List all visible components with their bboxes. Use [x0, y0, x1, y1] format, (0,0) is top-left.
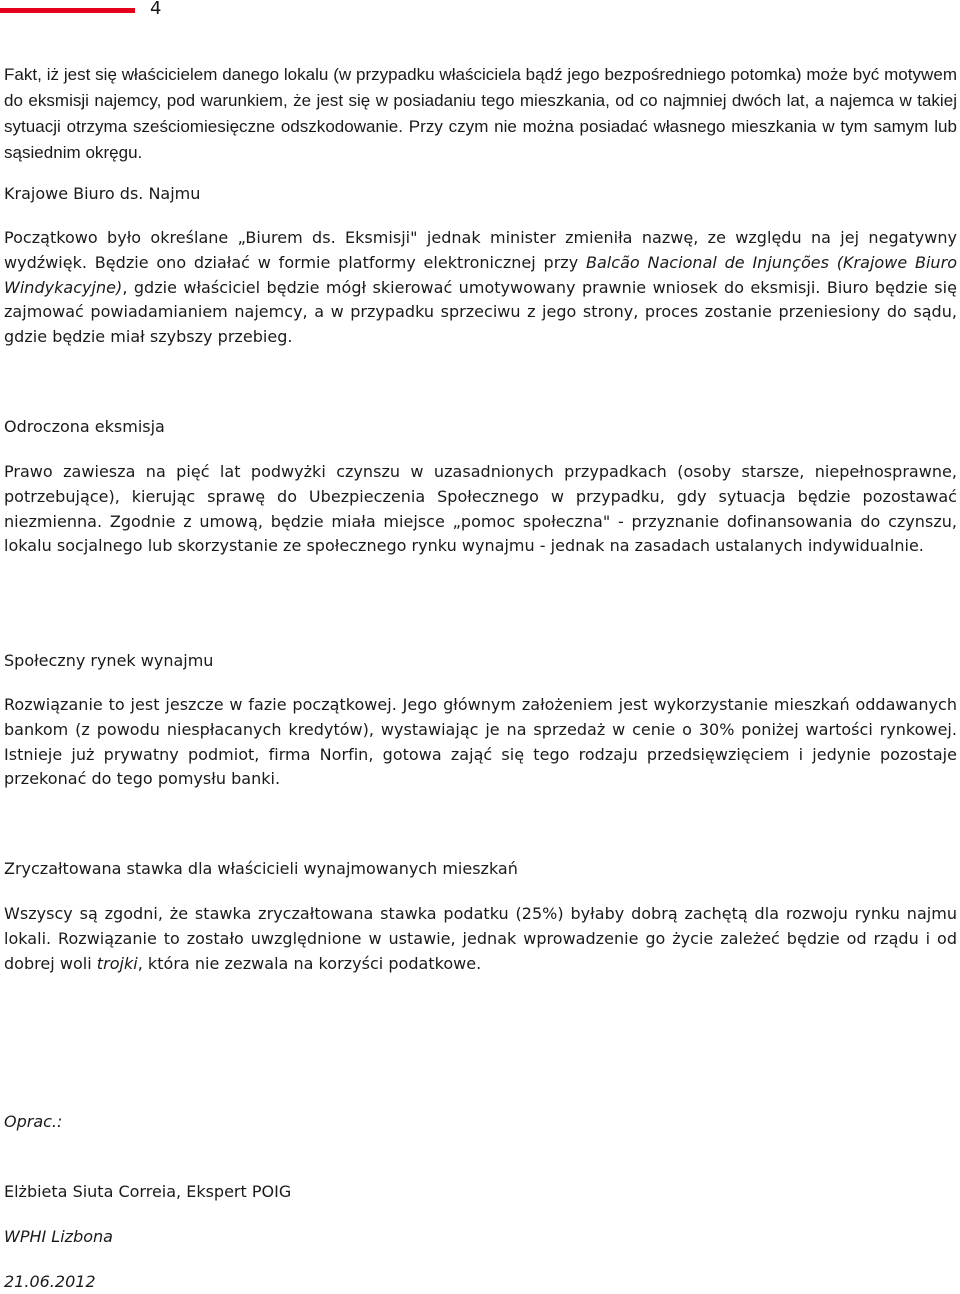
office-line: WPHI Lizbona: [4, 1227, 113, 1246]
section-heading-biuro: Krajowe Biuro ds. Najmu: [4, 184, 201, 203]
document-date: 21.06.2012: [4, 1272, 96, 1291]
author-line: Elżbieta Siuta Correia, Ekspert POIG: [4, 1182, 292, 1201]
section-body-rynek: Rozwiązanie to jest jeszcze w fazie początkowej. Jego głównym założeniem jest wykorzystanie mieszkań oddawanych bankom (z powodu niespłacanych kredytów), wystawiając je na sprzedaż w cenie o 30% poniżej wartości rynkowej. Istnieje już prywatny podmiot, firma Norfin, gotowa zająć się tego rodzaju przedsięwzięciem i jedynie pozostaje przekonać do tego pomysłu banki.: [4, 695, 957, 789]
stawka-text-italic: trojki: [96, 953, 138, 973]
biuro-text-start: Początkowo było określane „Biurem ds. Eksmisji" jednak minister zmieniła nazwę, ze względu na jej negatywny wydźwięk. Będzie ono działać w formie platformy elektronicznej przy: [4, 228, 957, 272]
section-body-biuro: [4, 226, 957, 350]
page-number: 4: [150, 0, 162, 19]
prepared-by-label: Oprac.:: [4, 1112, 63, 1131]
section-heading-odroczona: Odroczona eksmisja: [4, 417, 165, 436]
section-body-odroczona: Prawo zawiesza na pięć lat podwyżki czynszu w uzasadnionych przypadkach (osoby starsze, niepełnosprawne, potrzebujące), kierując sprawę do Ubezpieczenia Społecznego w przypadku, gdy sytuacja będzie pozostawać niezmienna. Zgodnie z umową, będzie miała miejsce „pomoc społeczna" - przyznanie dofinansowania do czynszu, lokalu socjalnego lub skorzystanie ze społecznego rynku wynajmu - jednak na zasadach ustalanych indywidualnie.: [4, 462, 957, 556]
biuro-text-end: , gdzie właściciel będzie mógł skierować umotywowany prawnie wniosek do eksmisji. Biuro będzie się zajmować powiadamianiem najemcy, a w przypadku sprzeciwu z jego strony, proces zostanie przeniesiony do sądu, gdzie będzie miał szybszy przebieg.: [4, 277, 957, 346]
intro-paragraph: Fakt, iż jest się właścicielem danego lokalu (w przypadku właściciela bądź jego bezpośredniego potomka) może być motywem do eksmisji najemcy, pod warunkiem, że jest się w posiadaniu tego mieszkania, od co najmniej dwóch lat, a najemca w takiej sytuacji otrzyma sześciomiesięczne odszkodowanie. Przy czym nie można posiadać własnego mieszkania w tym samym lub sąsiednim okręgu.: [4, 65, 957, 162]
header-accent-rule: [0, 8, 135, 13]
section-body-stawka: [4, 902, 957, 976]
stawka-text-end: , która nie zezwala na korzyści podatkowe.: [137, 953, 482, 973]
stawka-text-start: Wszyscy są zgodni, że stawka zryczałtowana stawka podatku (25%) byłaby dobrą zachętą dla rozwoju rynku najmu lokali. Rozwiązanie to zostało uwzględnione w ustawie, jednak wprowadzenie go życie zależeć będzie od rządu i od dobrej woli: [4, 904, 957, 973]
biuro-text-italic: Balcão Nacional de Injunções (Krajowe Biuro Windykacyjne): [4, 252, 958, 297]
section-heading-rynek: Społeczny rynek wynajmu: [4, 651, 214, 670]
page-header: [0, 0, 960, 30]
section-heading-stawka: Zryczałtowana stawka dla właścicieli wynajmowanych mieszkań: [4, 859, 518, 878]
